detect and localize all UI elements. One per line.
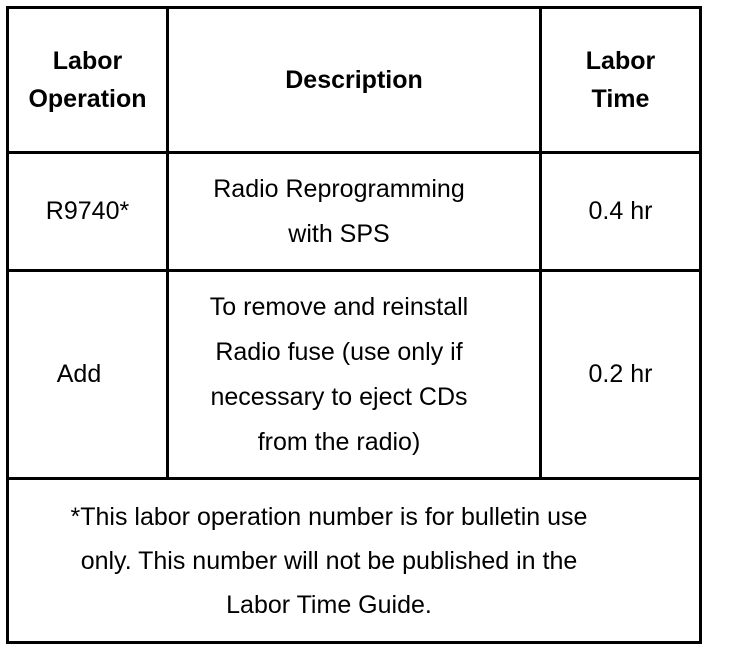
- table-row-2-operation: [9, 272, 149, 477]
- description-line: Radio fuse (use only if: [215, 337, 463, 366]
- labor-time-value: 0.2 hr: [588, 360, 653, 388]
- header-labor-operation: [9, 9, 166, 151]
- table-row-2-time: [542, 272, 699, 477]
- table-row-1-time: [542, 154, 699, 269]
- footnote: [9, 480, 649, 641]
- labor-time-value: 0.4 hr: [588, 197, 653, 225]
- description-line: from the radio): [257, 427, 421, 456]
- footnote-line: Labor Time Guide.: [226, 590, 432, 619]
- table-row-1-description: [169, 154, 509, 269]
- description-line: necessary to eject CDs: [210, 382, 468, 411]
- header-labor-time: [542, 9, 699, 151]
- footnote-line: only. This number will not be published in the: [80, 546, 578, 575]
- header-labor-operation-line2: Operation: [28, 85, 147, 113]
- table-row-2-description: [169, 272, 509, 477]
- header-description: [169, 9, 539, 151]
- table-row-1-operation: [9, 154, 166, 269]
- footnote-line: *This labor operation number is for bulletin use: [70, 502, 588, 531]
- operation-code: Add: [56, 360, 102, 388]
- header-labor-operation-line1: Labor: [52, 47, 123, 75]
- header-description-label: Description: [285, 66, 423, 94]
- header-labor-time-line2: Time: [591, 85, 650, 113]
- description-line: Radio Reprogramming: [213, 174, 465, 203]
- operation-code: R9740*: [45, 197, 130, 225]
- header-labor-time-line1: Labor: [585, 47, 656, 75]
- description-line: with SPS: [288, 219, 390, 248]
- description-line: To remove and reinstall: [209, 292, 469, 321]
